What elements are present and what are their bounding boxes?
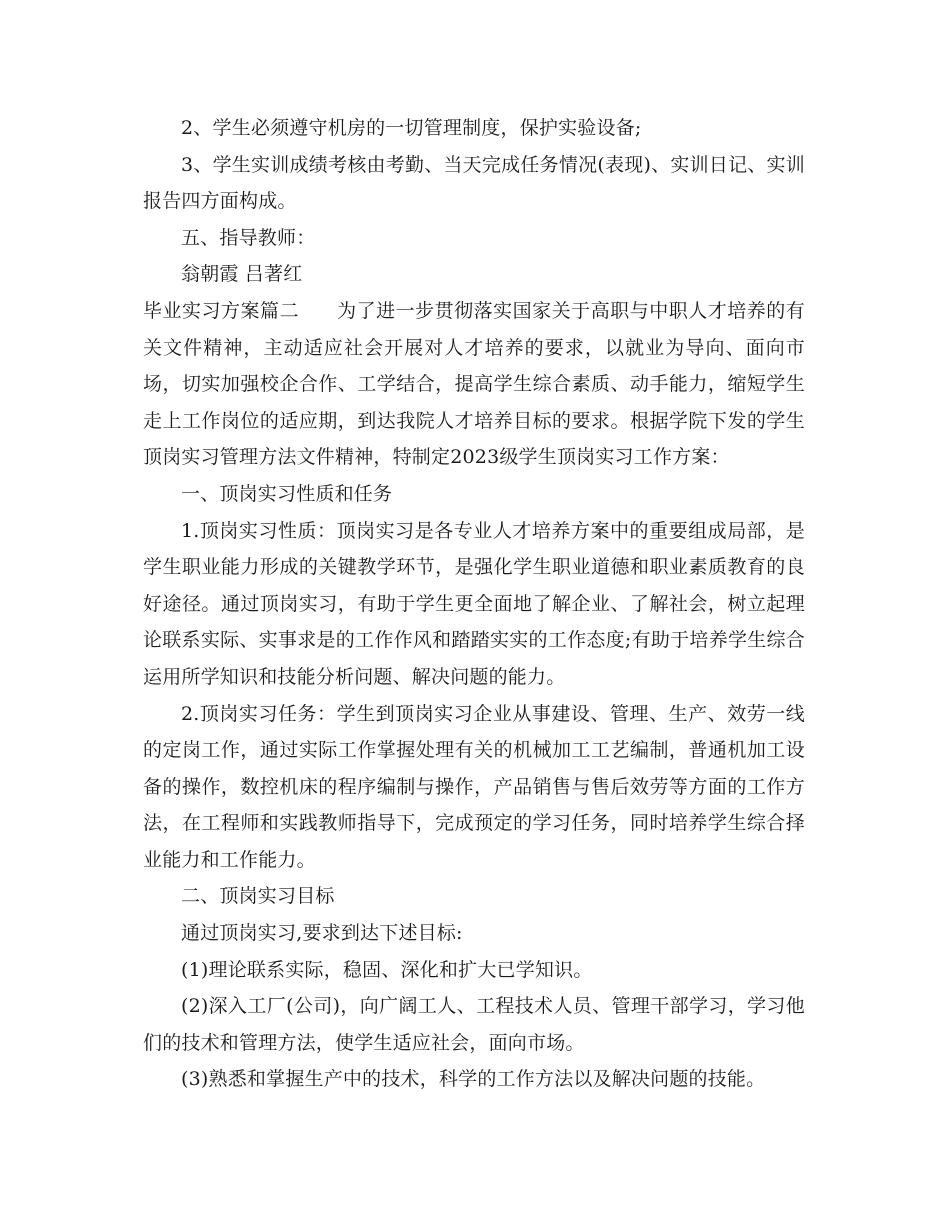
objective-item-3: (3)熟悉和掌握生产中的技术，科学的工作方法以及解决问题的技能。 <box>181 1068 766 1091</box>
paragraph-nature: 1.顶岗实习性质：顶岗实习是各专业人才培养方案中的重要组成局部，是学生职业能力形成的关键教学环节，是强化学生职业道德和职业素质教育的良好途径。通过顶岗实习，有助于学生更全面地了解企业、了解社会，树立起理论联系实际、实事求是的工作作风和踏踏实实的工作态度;有助于培养学生综合运用所学知识和技能分析问题、解决问题的能力。 <box>143 519 805 688</box>
heading-instructors: 五、指导教师： <box>181 226 316 249</box>
document-body <box>143 110 805 1098</box>
paragraph-rule-3: 3、学生实训成绩考核由考勤、当天完成任务情况(表现)、实训日记、实训报告四方面构成。 <box>143 153 805 213</box>
paragraph-rule-2: 2、学生必须遵守机房的一切管理制度，保护实验设备; <box>181 117 642 139</box>
objective-item-2: (2)深入工厂(公司)，向广阔工人、工程技术人员、管理干部学习，学习他们的技术和管理方法，使学生适应社会，面向市场。 <box>143 995 805 1054</box>
section-title: 毕业实习方案篇二 <box>143 299 300 322</box>
objective-item-1: (1)理论联系实际，稳固、深化和扩大已学知识。 <box>181 958 593 981</box>
paragraph-objectives-intro: 通过顶岗实习,要求到达下述目标: <box>181 922 463 945</box>
instructor-names: 翁朝霞 吕著红 <box>181 263 303 286</box>
section-intro-text: 为了进一步贯彻落实国家关于高职与中职人才培养的有关文件精神，主动适应社会开展对人才培养的要求，以就业为导向、面向市场，切实加强校企合作、工学结合，提高学生综合素质、动手能力，缩短学生走上工作岗位的适应期，到达我院人才培养目标的要求。根据学院下发的学生顶岗实习管理方法文件精神，特制定2023级学生顶岗实习工作方案： <box>143 299 805 469</box>
section-intro-paragraph <box>143 293 805 476</box>
paragraph-tasks: 2.顶岗实习任务：学生到顶岗实习企业从事建设、管理、生产、效劳一线的定岗工作，通过实际工作掌握处理有关的机械加工工艺编制，普通机加工设备的操作，数控机床的程序编制与操作，产品销售与售后效劳等方面的工作方法，在工程师和实践教师指导下，完成预定的学习任务，同时培养学生综合择业能力和工作能力。 <box>143 702 805 871</box>
heading-objectives: 二、顶岗实习目标 <box>181 885 335 908</box>
heading-nature-and-tasks: 一、顶岗实习性质和任务 <box>181 482 393 505</box>
